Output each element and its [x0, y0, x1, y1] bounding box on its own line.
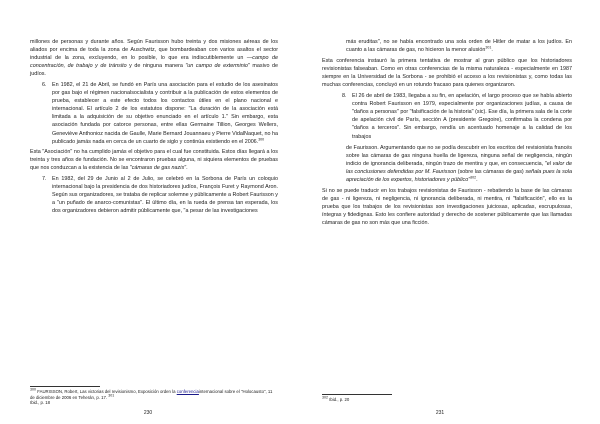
list-item-text: El 26 de abril de 1983, llegaba a su fin, en apelación, el largo proceso que se había abierto contra Robert Faurisson en 1979, especialmente por organizaciones judías, a causa de "daños a personas" por "falsificación de la historia" (sic). Ese día, la primera sala de la corte de apelación civil de París, sección A (presidente Gregoire), confirmaba la condena por "daños a terceros". Sin embargo, rendía un acentuado homenaje a la calidad de los trabajos: [352, 93, 572, 140]
right-text-column: [322, 38, 572, 230]
conference-paragraph: Esta conferencia instauró la primera tentativa de mostrar al gran público que los historiadores revisionistas falseaban. Como en otras conferencias de la misma naturaleza - especialmente en 1987 siempre en la Universidad de la Sorbona - se prohibió el acceso a los revisionistas y, como todas las muchas conferencias, concluyó en un rotundo fracaso para quienes organizaron.: [322, 58, 572, 89]
footnote-ref[interactable]: 302: [470, 175, 477, 180]
footnote-link[interactable]: conferencia: [176, 389, 199, 394]
intro-quote-2: "un campo de exterminio": [185, 63, 250, 70]
footnote-ref[interactable]: 301: [485, 45, 492, 50]
left-text-column: [30, 38, 278, 218]
list-item-7: [42, 175, 278, 215]
page-number: 230: [143, 410, 153, 416]
footnote-divider: [30, 386, 100, 387]
list-number: 7.: [42, 176, 47, 182]
footnote: $^{300}$ FAURISSON, Robert, Las victorias del revisionismo, Exposición orden la conferenciainternacional sobre el "Holocausto", 11 de diciembre de 2006 en Teherán, p. 17. $^{301}$: [30, 387, 273, 400]
intro-quote: —campo de concentración, de trabajo y de tránsito: [30, 55, 278, 70]
right-page: [300, 0, 600, 424]
right-footnotes: [322, 394, 572, 403]
left-footnotes: [30, 386, 275, 406]
list-number: 8.: [342, 93, 347, 100]
final-paragraph: Si no se puede traducir en los trabajos revisionistas de Faurisson - rebatiendo la base de las cámaras de gas - ni ligereza, ni negligencia, ni ignorancia deliberada, ni mentira, ni "falsificación", ello es la prueba que los trabajos de los revisionistas son investigaciones juiciosas, aplicadas, escrupulosas, íntegras y fidedignas. Esto les confiere autoridad y derecho de sostener públicamente que las llamadas cámaras de gas no son más que una ficción.: [322, 188, 572, 227]
page-number: 231: [435, 410, 445, 416]
footnote-divider: [322, 394, 392, 395]
intro-paragraph: millones de personas y durante años. Según Faurisson hubo treinta y dos misiones aéreas de los aliados por encima de toda la zona de Auschwitz, que bombardeaban con varios asaltos el sector industrial de la zona, excluyendo, en lo posible, lo que era indiscutiblemente un —campo de concentración, de trabajo y de tránsito y de ninguna manera "un campo de exterminio" masivo de judíos.: [30, 39, 278, 78]
list-item-6: [42, 81, 278, 146]
association-paragraph: Esta "Asociación" no ha cumplido jamás el objetivo para el cual fue constituida. Estos días llegará a los treinta y tres años de fundación. No se encontraron pruebas alguna, ni siquiera elementos de pruebas que nos conduzcan a la existencia de las "cámaras de gas nazis".: [30, 149, 278, 172]
footnote: $^{302}$ Ibid., p. 20: [322, 395, 350, 402]
footnote: Ibid., p. 18: [30, 400, 51, 406]
list-item-text: En 1982, del 29 de Junio al 2 de Julio, se celebró en la Sorbona de París un coloquio internacional bajo la presidencia de dos historiadores judíos, François Furet y Raymond Aron. Según sus organizadores, se trataba de replicar solemne y públicamente a Robert Faurisson y a "un puñado de anarco-comunistas". El último día, en la rueda de prensa tan esperada, los dos organizadores debieron admitir públicamente que, "a pesar de las investigaciones: [52, 176, 278, 215]
list-item-text: En 1982, el 21 de Abril, se fundó en París una asociación para el estudio de los asesinatos por gas bajo el régimen nacionalsocialista y contribuir a la publicación de estos elementos de prueba, establecer a este efecto todos los contactos útiles en el plano nacional e internacional. El artículo 2 de los estatutos dispone: "La duración de la asociación está limitada a la adquisición de su objetivo enunciado en el artículo 1." Sin embargo, esta asociación fundada por catorce personas, entre ellas Germaine Tillion, Georges Wellers, Geneviève Anthonioz nacida de Gaulle, Marie Bernard Jouannaeu y Pierre VidalNaquet, no ha publicado jamás nada en cerca de un cuarto de siglo y continúa existiendo en el 2006.$^{300}$: [52, 81, 278, 145]
quote-continuation: más eruditas", no se había encontrado una sola orden de Hitler de matar a los judíos. En cuanto a las cámaras de gas, no hicieron la menor alusión$^{301}$.: [346, 39, 572, 54]
list-item-8-continuation: de Faurisson. Argumentando que no se podía descubrir en los escritos del revisionista francés sobre las cámaras de gas ninguna huella de ligereza, ninguna señal de negligencia, ningún indicio de ignorancia deliberada, ningún trazo de mentira y que, en consecuencia, "el valor de las conclusiones defendidas por M. Faurisson (sobre las cámaras de gas) señala pues la sola apreciación de los expertos, historiadores y público"$^{302}$.: [346, 144, 573, 183]
list-number: 6.: [42, 81, 47, 88]
footnote-ref[interactable]: 300: [258, 137, 265, 142]
list-item-8: [342, 92, 572, 141]
